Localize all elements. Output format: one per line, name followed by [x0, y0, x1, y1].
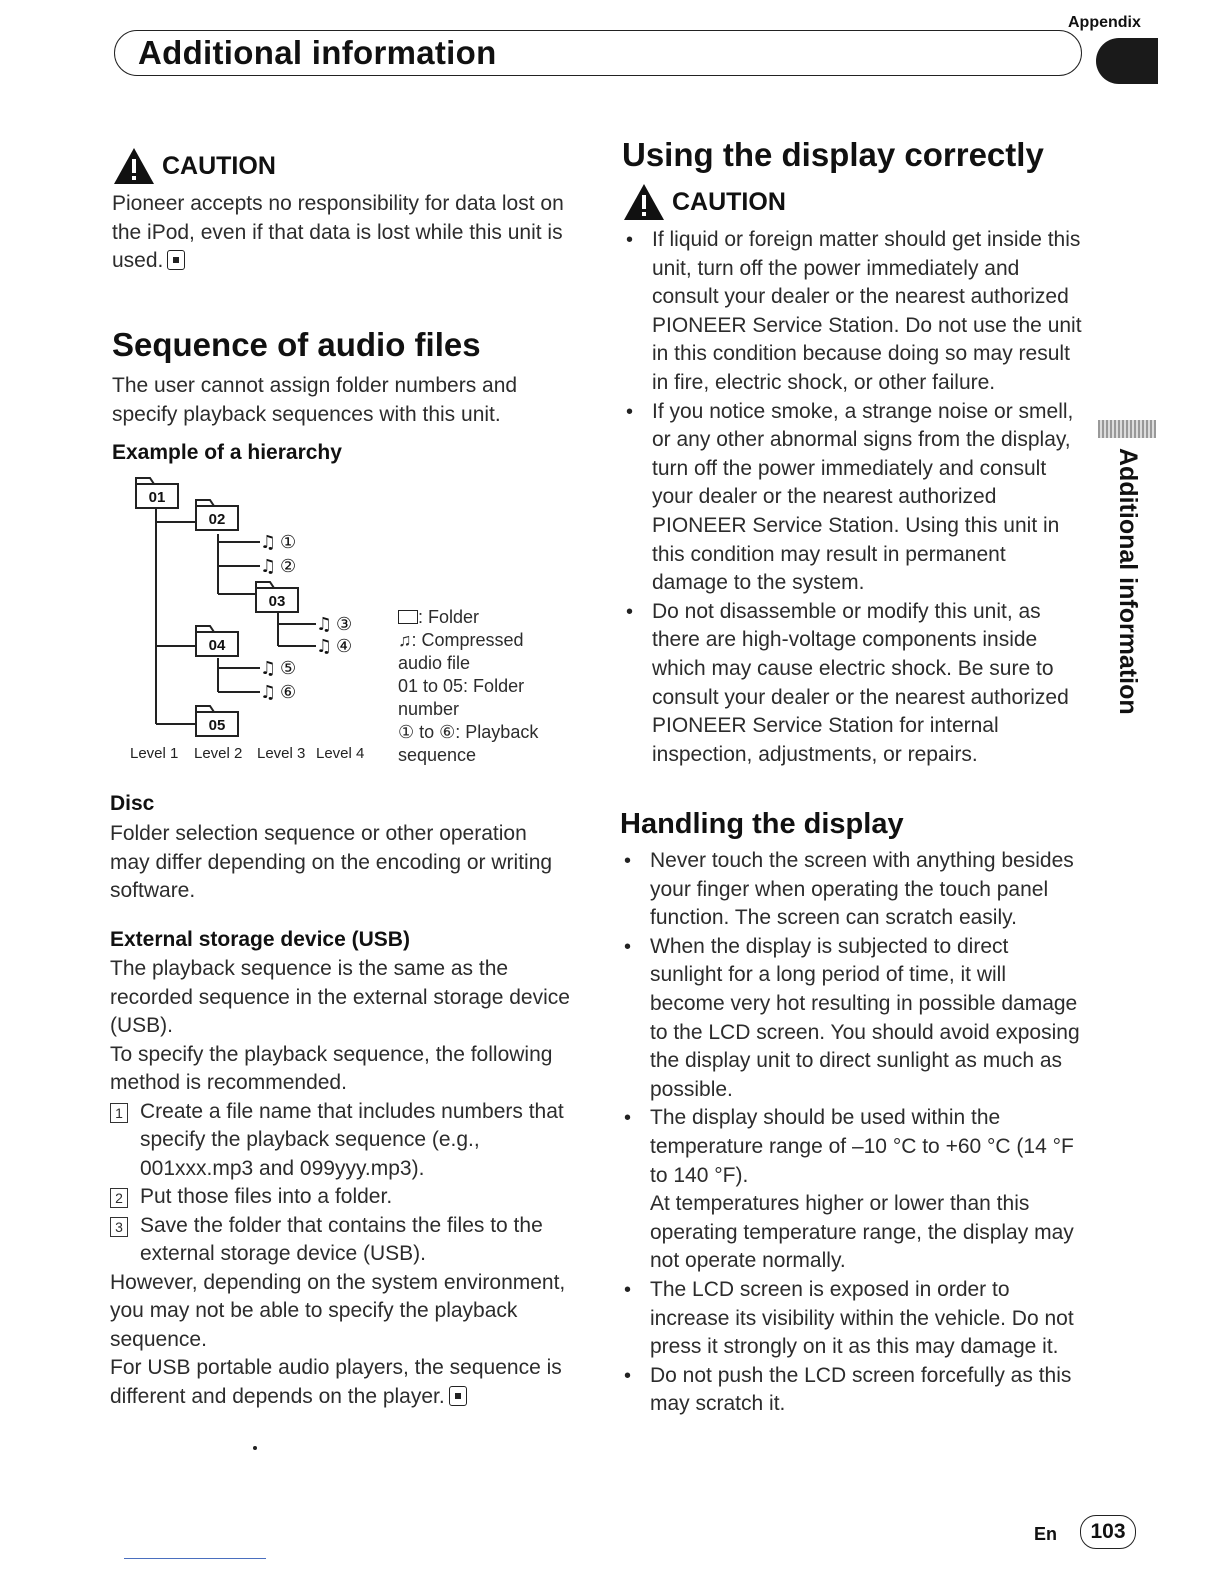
usb-step-2: 2 Put those files into a folder. — [110, 1183, 572, 1212]
warning-triangle-icon — [622, 182, 666, 222]
folder-04-label: 04 — [208, 637, 226, 654]
diagram-legend — [398, 606, 568, 767]
track-2-label: ② — [280, 556, 297, 577]
usb-p1: The playback sequence is the same as the recorded sequence in the external storage device (USB). — [110, 957, 570, 1037]
caution-label: CAUTION — [672, 187, 786, 216]
handling-section — [620, 808, 1082, 1419]
page-number: 103 — [1080, 1515, 1136, 1549]
example-heading: Example of a hierarchy — [112, 441, 342, 464]
disc-heading: Disc — [110, 792, 155, 815]
end-mark-icon — [449, 1386, 467, 1406]
music-note-icon: ♫ — [316, 614, 333, 635]
caution-label: CAUTION — [162, 151, 276, 180]
music-note-icon: ♫ — [398, 630, 412, 650]
track-4-label: ④ — [336, 636, 353, 657]
music-note-icon: ♫ — [260, 658, 277, 679]
list-item: • If you notice smoke, a strange noise or smell, or any other abnormal signs from the display, turn off the power immediately and consult your dealer or the nearest authorized PIONEER Service Station. Using this unit in this condition may result in permanent damage to the system. — [622, 398, 1082, 598]
legend-folder: : Folder — [398, 606, 568, 629]
list-item: • Never touch the screen with anything besides your finger when operating the touch panel function. The screen can scratch easily. — [620, 847, 1082, 933]
folder-icon — [398, 610, 418, 624]
list-item: • When the display is subjected to direct sunlight for a long period of time, it will become very hot resulting in possible damage to the LCD screen. You should avoid exposing the display unit to direct sunlight as much as possible. — [620, 933, 1082, 1105]
level-4-label: Level 4 — [316, 745, 365, 762]
section-title-handling: Handling the display — [620, 808, 904, 840]
stray-mark — [253, 1446, 257, 1450]
caution-heading — [622, 182, 1082, 222]
caution-heading — [112, 146, 572, 186]
warning-triangle-icon — [112, 146, 156, 186]
caution-block-ipod — [112, 146, 572, 276]
caution-text: Pioneer accepts no responsibility for data lost on the iPod, even if that data is lost while this unit is used. — [112, 192, 564, 272]
folder-01-label: 01 — [148, 489, 166, 506]
legend-playback-sequence: ① to ⑥: Playback sequence — [398, 722, 539, 765]
usb-heading: External storage device (USB) — [110, 928, 410, 951]
level-2-label: Level 2 — [194, 745, 243, 762]
level-3-label: Level 3 — [257, 745, 306, 762]
track-3-label: ③ — [336, 614, 353, 635]
folder-02-label: 02 — [208, 511, 226, 528]
usb-step-1: 1 Create a file name that includes numbers that specify the playback sequence (e.g., 001xxx.mp3 and 099yyy.mp3). — [110, 1098, 572, 1184]
disc-section — [110, 792, 572, 906]
usb-p2: To specify the playback sequence, the following method is recommended. — [110, 1042, 553, 1094]
side-tab-texture — [1098, 420, 1156, 438]
music-note-icon: ♫ — [260, 682, 277, 703]
track-5-label: ⑤ — [280, 658, 297, 679]
list-item: • Do not disassemble or modify this unit, as there are high-voltage components inside which may cause electric shock. Be sure to consult your dealer or the nearest authorized PIONEER Service Station for internal inspection, adjustments, or repairs. — [622, 598, 1082, 770]
list-item: • If liquid or foreign matter should get inside this unit, turn off the power immediately and consult your dealer or the nearest authorized PIONEER Service Station. Do not use the unit in this condition because doing so may result in fire, electric shock, or other failure. — [622, 226, 1082, 398]
legend-folder-number: 01 to 05: Folder number — [398, 676, 525, 719]
end-mark-icon — [167, 250, 185, 270]
music-note-icon: ♫ — [316, 636, 333, 657]
section-title-display: Using the display correctly — [622, 136, 1044, 173]
usb-p4: For USB portable audio players, the sequence is different and depends on the player. — [110, 1356, 562, 1408]
track-1-label: ① — [280, 532, 297, 553]
handling-list — [620, 847, 1082, 1419]
legend-audio-file: ♫: Compressed audio file — [398, 630, 524, 673]
list-item: • The LCD screen is exposed in order to increase its visibility within the vehicle. Do not press it strongly on it as this may damage it. — [620, 1276, 1082, 1362]
temperature-note: At temperatures higher or lower than this operating temperature range, the display may not operate normally. — [650, 1192, 1074, 1273]
section-title-sequence: Sequence of audio files — [112, 326, 481, 363]
music-note-icon: ♫ — [260, 532, 277, 553]
appendix-label: Appendix — [1068, 14, 1141, 31]
usb-section — [110, 928, 572, 1411]
list-item: • Do not push the LCD screen forcefully as this may scratch it. — [620, 1362, 1082, 1419]
folder-05-label: 05 — [208, 717, 226, 734]
section-tab-marker — [1096, 38, 1158, 84]
footer-rule — [124, 1558, 266, 1559]
level-1-label: Level 1 — [130, 745, 179, 762]
music-note-icon: ♫ — [260, 556, 277, 577]
display-caution-list — [622, 226, 1082, 769]
usb-p3: However, depending on the system environment, you may not be able to specify the playback sequence. — [110, 1270, 566, 1351]
display-section — [622, 136, 1082, 769]
folder-03-label: 03 — [268, 593, 286, 610]
track-6-label: ⑥ — [280, 682, 297, 703]
sequence-intro: The user cannot assign folder numbers and specify playback sequences with this unit. — [112, 374, 518, 426]
disc-text: Folder selection sequence or other operation may differ depending on the encoding or writing software. — [110, 822, 553, 902]
side-section-label: Additional information — [1114, 448, 1142, 715]
page-title: Additional information — [138, 34, 497, 71]
usb-step-3: 3 Save the folder that contains the files to the external storage device (USB). — [110, 1212, 572, 1269]
list-item: • The display should be used within the temperature range of –10 °C to +60 °C (14 °F to 140 °F). At temperatures higher or lower than this operating temperature range, the display may not operate normally. — [620, 1104, 1082, 1276]
language-code: En — [1034, 1524, 1058, 1544]
sequence-section — [112, 326, 572, 465]
